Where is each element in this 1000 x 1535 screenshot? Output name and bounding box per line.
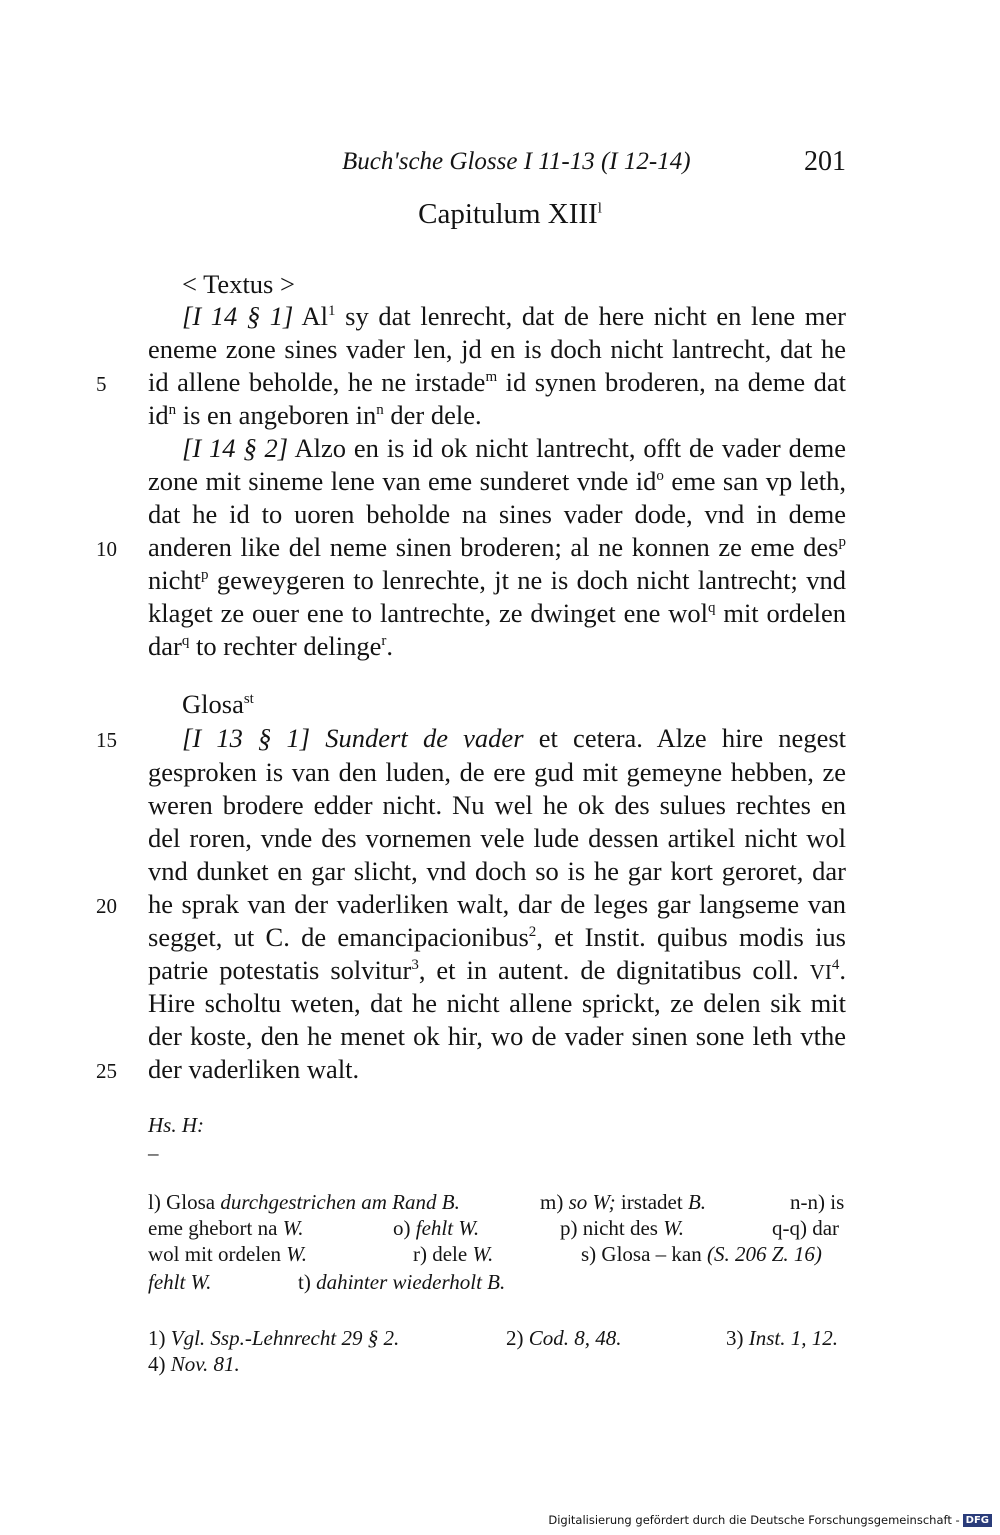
text-line: klaget ze ouer ene to lantrechte, ze dwinget ene wol$^q$ mit ordelen (148, 598, 846, 628)
glosa-label (182, 688, 880, 720)
text-line: id allene beholde, he ne irstade$^m$ id synen broderen, na deme dat (148, 367, 847, 397)
textus-label: < Textus > (182, 269, 295, 299)
apparatus-note-m: m) so W; irstadet B. (540, 1190, 707, 1214)
source-note-4: 4) Nov. 81. (148, 1352, 240, 1376)
apparatus-note-n-continued: eme ghebort na W. (148, 1216, 304, 1240)
apparatus-note-l: l) Glosa durchgestrichen am Rand B. (148, 1190, 460, 1214)
manuscript-label: Hs. H: (148, 1113, 204, 1137)
line-number: 5 (96, 372, 107, 396)
text-line: dat he id to uoren beholde na sines vader dode, vnd in deme (148, 499, 846, 529)
apparatus-note-q-continued: wol mit ordelen W. (148, 1242, 308, 1266)
line-number: 10 (96, 537, 117, 561)
source-note-1: 1) Vgl. Ssp.-Lehnrecht 29 § 2. (148, 1326, 400, 1350)
digitization-credit (548, 1513, 992, 1527)
manuscript-dash: – (148, 1141, 159, 1165)
apparatus-note-o: o) fehlt W. (393, 1216, 480, 1240)
text-line: patrie potestatis solvitur$^3$, et in autent. de dignitatibus coll. $VI^4$. (148, 955, 847, 985)
text-line: nicht$^p$ geweygeren to lenrechte, jt ne is doch nicht lantrecht; vnd (148, 565, 846, 595)
text-line: weren brodere edder nicht. Nu wel he ok des sulues rechtes en (148, 790, 846, 820)
dfg-logo-icon: DFG (963, 1514, 992, 1527)
source-note-3: 3) Inst. 1, 12. (726, 1326, 838, 1350)
line-number: 15 (96, 728, 117, 752)
text-line: dar$^q$ to rechter delinge$^r$. (148, 631, 394, 661)
text-line: [I 13 § 1] Sundert de vader et cetera. Alze hire negest (182, 723, 847, 753)
running-title: Buch'sche Glosse I 11-13 (I 12-14) (342, 148, 691, 175)
text-line: vnd dunket en gar slicht, vnd doch so is he gar kort geroret, dar (148, 856, 846, 886)
text-line: gesproken is van den luden, de ere gud mit gemeyne hebben, ze (148, 757, 846, 787)
text-line: der koste, den he menet ok hir, wo de vader sinen sone leth vthe (148, 1021, 846, 1051)
glosa-label-text: Glosa (182, 689, 244, 719)
page-number: 201 (804, 146, 846, 177)
credit-text: Digitalisierung gefördert durch die Deutsche Forschungsgemeinschaft - (548, 1513, 960, 1527)
apparatus-note-n: n-n) is (790, 1190, 845, 1214)
text-line: $id^n$ is en angeboren $in^n$ der dele. (148, 400, 482, 430)
chapter-title-text: Capitulum XIII (418, 198, 598, 230)
source-note-2: 2) Cod. 8, 48. (506, 1326, 622, 1350)
text-line: [I 14 § 1] Al$^1$ sy dat lenrecht, dat de here nicht en lene mer (182, 301, 847, 331)
text-line: der vaderliken walt. (148, 1054, 360, 1084)
text-line: anderen like del neme sinen broderen; al ne konnen ze eme des$^p$ (148, 532, 846, 562)
apparatus-note-q: q-q) dar (772, 1216, 840, 1240)
apparatus-note-r: r) dele W. (413, 1242, 494, 1266)
line-number: 25 (96, 1059, 117, 1083)
apparatus-note-s: s) Glosa – kan (S. 206 Z. 16) (581, 1242, 822, 1266)
text-line: segget, ut C. de emancipacionibus$^2$, et Instit. quibus modis ius (148, 922, 846, 952)
line-number: 20 (96, 894, 117, 918)
text-line: del roren, vnde des vornemen vele lude dessen artikel nicht wol (148, 823, 846, 853)
glosa-label-footnote-mark: st (243, 691, 254, 708)
apparatus-note-t: t) dahinter wiederholt B. (298, 1270, 506, 1294)
chapter-title-footnote-mark: l (597, 200, 602, 217)
chapter-title (0, 198, 1000, 231)
apparatus-note-p: p) nicht des W. (560, 1216, 685, 1240)
text-line: eneme zone sines vader len, jd en is doch nicht lantrecht, dat he (148, 334, 846, 364)
text-line: he sprak van der vaderliken walt, dar de leges gar langseme van (148, 889, 846, 919)
apparatus-note-s-continued: fehlt W. (148, 1270, 212, 1294)
text-line: Hire scholtu weten, dat he nicht allene sprickt, ze delen sik mit (148, 988, 846, 1018)
text-line: [I 14 § 2] Alzo en is id ok nicht lantrecht, offt de vader deme (182, 433, 846, 463)
text-line: zone mit sineme lene van eme sunderet vnde $id^o$ eme san vp leth, (148, 466, 847, 496)
